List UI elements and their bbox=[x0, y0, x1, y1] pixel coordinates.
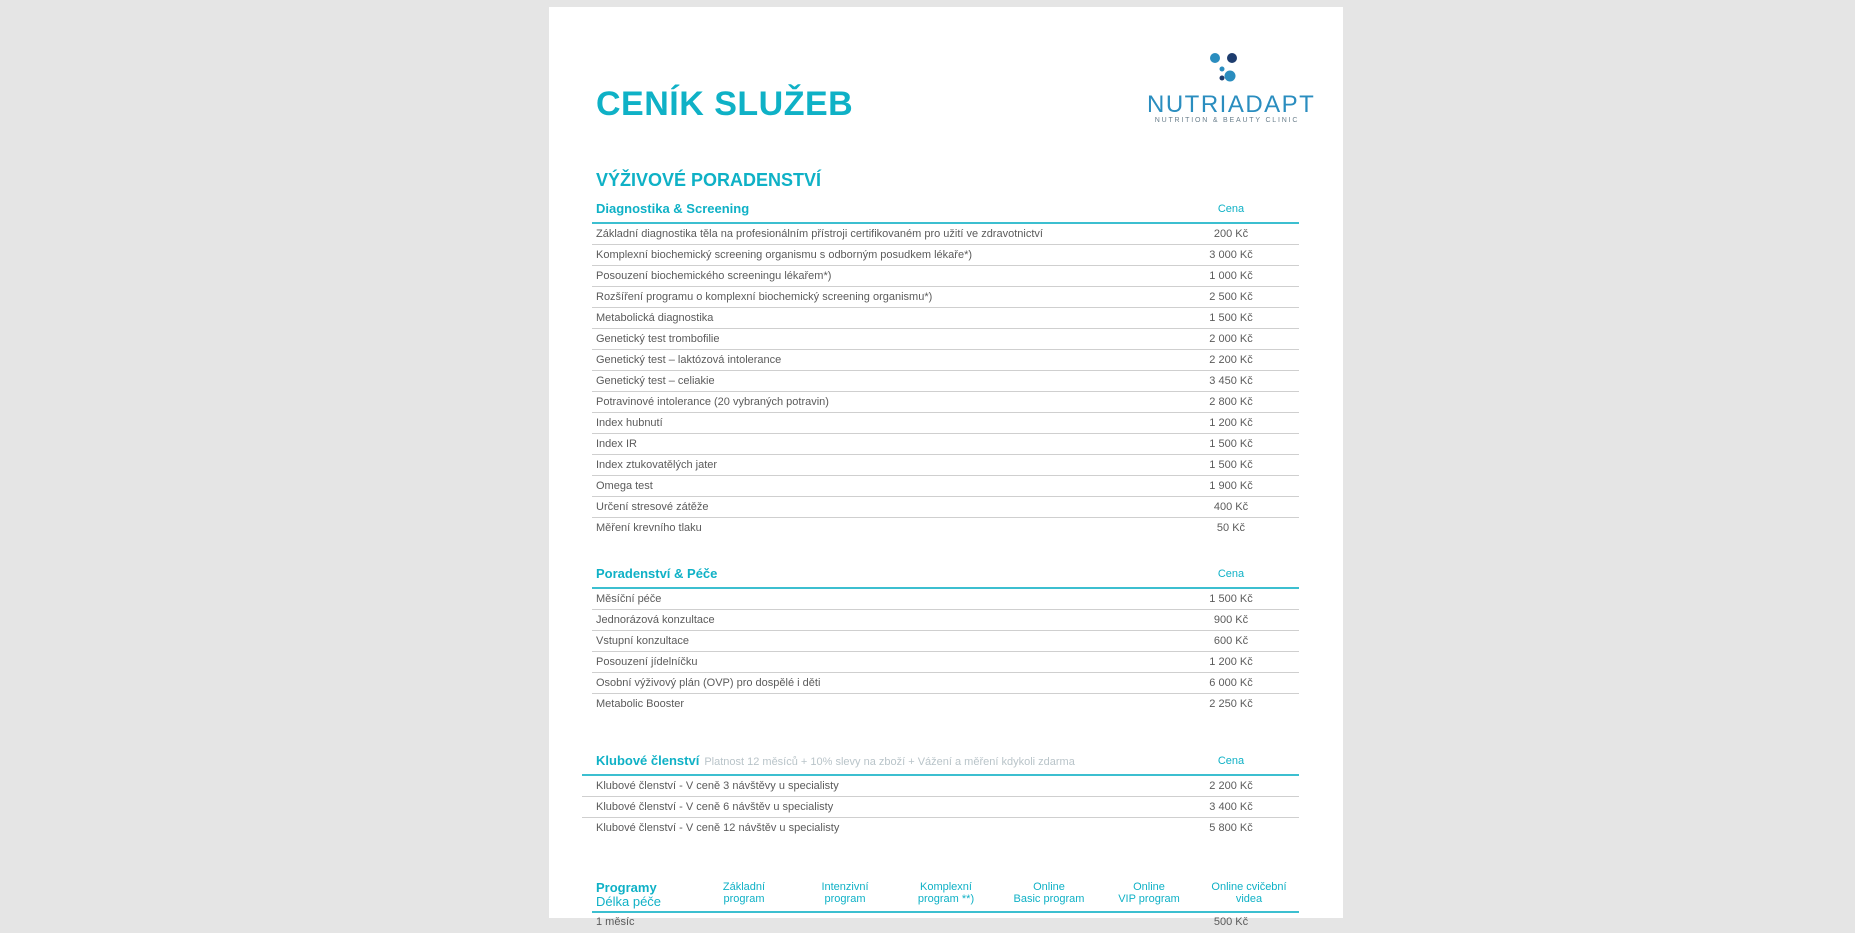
section-header bbox=[549, 198, 1343, 224]
price-row bbox=[549, 589, 1343, 610]
price-row bbox=[549, 694, 1343, 715]
service-name: Genetický test trombofilie bbox=[596, 333, 720, 345]
section-title-text: Klubové členství bbox=[596, 753, 700, 768]
service-price: 2 200 Kč bbox=[1209, 780, 1253, 792]
price-section bbox=[549, 750, 1343, 839]
service-price: 5 800 Kč bbox=[1209, 822, 1253, 834]
service-name: Klubové členství - V ceně 6 návštěv u specialisty bbox=[596, 801, 834, 813]
service-name: Posouzení biochemického screeningu lékařem*) bbox=[596, 270, 832, 282]
service-name: Index IR bbox=[596, 438, 637, 450]
price-row bbox=[549, 266, 1343, 287]
service-price: 1 500 Kč bbox=[1209, 459, 1253, 471]
price-row bbox=[549, 224, 1343, 245]
section-title-text: Diagnostika & Screening bbox=[596, 201, 750, 216]
price-column-header: Cena bbox=[1217, 755, 1245, 767]
service-name: Metabolická diagnostika bbox=[596, 312, 714, 324]
service-price: 3 400 Kč bbox=[1209, 801, 1253, 813]
program-column-header: Online Basic program bbox=[1013, 881, 1085, 905]
price-row bbox=[549, 610, 1343, 631]
programs-subtitle: Délka péče bbox=[596, 894, 662, 909]
service-price: 2 500 Kč bbox=[1209, 291, 1253, 303]
service-price: 2 800 Kč bbox=[1209, 396, 1253, 408]
service-price: 6 000 Kč bbox=[1209, 677, 1253, 689]
section-note: Platnost 12 měsíců + 10% slevy na zboží + Vážení a měření kdykoli zdarma bbox=[704, 756, 1075, 768]
programs-title: Programy bbox=[596, 880, 657, 895]
price-row bbox=[549, 287, 1343, 308]
service-name: Komplexní biochemický screening organismu s odborným posudkem lékaře*) bbox=[596, 249, 973, 261]
service-name: Index hubnutí bbox=[596, 417, 663, 429]
price-column-header: Cena bbox=[1217, 203, 1245, 215]
price-row bbox=[549, 476, 1343, 497]
service-price: 900 Kč bbox=[1213, 614, 1249, 626]
service-price: 2 200 Kč bbox=[1209, 354, 1253, 366]
price-section bbox=[549, 198, 1343, 539]
service-name: Index ztukovatělých jater bbox=[596, 459, 718, 471]
price-row bbox=[549, 797, 1343, 818]
main-section-title: VÝŽIVOVÉ PORADENSTVÍ bbox=[596, 170, 822, 190]
price-row bbox=[549, 245, 1343, 266]
service-name: Měření krevního tlaku bbox=[596, 522, 702, 534]
service-name: Metabolic Booster bbox=[596, 698, 685, 710]
service-name: Vstupní konzultace bbox=[596, 635, 689, 647]
price-row bbox=[549, 455, 1343, 476]
programs-divider bbox=[592, 911, 1299, 913]
price-row bbox=[549, 652, 1343, 673]
service-name: Osobní výživový plán (OVP) pro dospělé i děti bbox=[596, 677, 821, 689]
price-row bbox=[549, 818, 1343, 839]
service-name: Genetický test – celiakie bbox=[596, 375, 715, 387]
clinic-logo bbox=[1147, 51, 1316, 127]
price-row bbox=[549, 392, 1343, 413]
service-name: Potravinové intolerance (20 vybraných potravin) bbox=[596, 396, 829, 408]
program-column-header: Intenzivní program bbox=[821, 881, 869, 905]
service-price: 3 000 Kč bbox=[1209, 249, 1253, 261]
service-price: 2 250 Kč bbox=[1209, 698, 1253, 710]
price-section bbox=[549, 563, 1343, 715]
section-title-text: Poradenství & Péče bbox=[596, 566, 718, 581]
page-title: CENÍK SLUŽEB bbox=[596, 85, 854, 123]
programs-row-label: 1 měsíc bbox=[596, 916, 635, 928]
service-price: 1 000 Kč bbox=[1209, 270, 1253, 282]
program-column-header: Základní program bbox=[722, 881, 766, 905]
price-row bbox=[549, 776, 1343, 797]
price-list-page bbox=[549, 7, 1343, 928]
logo-name: NUTRIADAPT bbox=[1147, 91, 1316, 118]
service-name: Omega test bbox=[596, 480, 653, 492]
service-price: 1 500 Kč bbox=[1209, 438, 1253, 450]
logo-tagline: NUTRITION & BEAUTY CLINIC bbox=[1154, 117, 1300, 124]
programs-section bbox=[549, 873, 1343, 933]
service-name: Genetický test – laktózová intolerance bbox=[596, 354, 782, 366]
service-price: 1 500 Kč bbox=[1209, 593, 1253, 605]
service-name: Posouzení jídelníčku bbox=[596, 656, 698, 668]
section-header bbox=[549, 563, 1343, 589]
service-name: Měsíční péče bbox=[596, 593, 662, 605]
service-price: 400 Kč bbox=[1213, 501, 1249, 513]
service-price: 1 200 Kč bbox=[1209, 656, 1253, 668]
price-row bbox=[549, 631, 1343, 652]
service-name: Rozšíření programu o komplexní biochemický screening organismu*) bbox=[596, 291, 933, 303]
section-title bbox=[596, 753, 1075, 768]
price-row bbox=[549, 371, 1343, 392]
price-row bbox=[549, 329, 1343, 350]
price-row bbox=[549, 350, 1343, 371]
price-column-header: Cena bbox=[1217, 568, 1245, 580]
program-column-header: Online cvičební videa bbox=[1211, 881, 1287, 905]
price-row bbox=[549, 497, 1343, 518]
service-name: Jednorázová konzultace bbox=[596, 614, 715, 626]
service-price: 2 000 Kč bbox=[1209, 333, 1253, 345]
service-name: Klubové členství - V ceně 12 návštěv u specialisty bbox=[596, 822, 840, 834]
service-name: Určení stresové zátěže bbox=[596, 501, 709, 513]
price-row bbox=[549, 518, 1343, 539]
service-price: 1 900 Kč bbox=[1209, 480, 1253, 492]
service-name: Klubové členství - V ceně 3 návštěvy u specialisty bbox=[596, 780, 839, 792]
service-name: Základní diagnostika těla na profesionálním přístroji certifikovaném pro užití ve zdravotnictví bbox=[596, 228, 1043, 240]
service-price: 1 500 Kč bbox=[1209, 312, 1253, 324]
price-row bbox=[549, 673, 1343, 694]
programs-row-price: 500 Kč bbox=[1213, 916, 1249, 928]
service-price: 200 Kč bbox=[1213, 228, 1249, 240]
section-header bbox=[549, 750, 1343, 776]
price-row bbox=[549, 308, 1343, 329]
service-price: 1 200 Kč bbox=[1209, 417, 1253, 429]
price-row bbox=[549, 413, 1343, 434]
service-price: 3 450 Kč bbox=[1209, 375, 1253, 387]
program-column-header: Online VIP program bbox=[1118, 881, 1180, 905]
price-row bbox=[549, 434, 1343, 455]
program-column-header: Komplexní program **) bbox=[917, 881, 975, 905]
section-title bbox=[596, 201, 749, 216]
logo-dots-icon bbox=[1209, 51, 1249, 85]
section-title bbox=[596, 566, 717, 581]
service-price: 50 Kč bbox=[1216, 522, 1246, 534]
service-price: 600 Kč bbox=[1213, 635, 1249, 647]
